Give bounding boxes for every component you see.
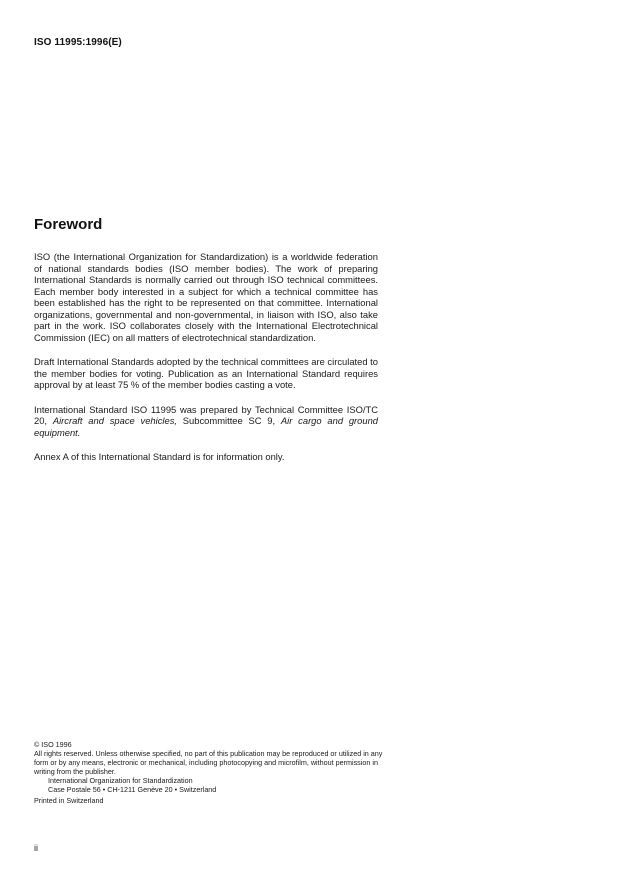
committee-title-italic: Aircraft and space vehicles, [52, 415, 178, 426]
rights-notice: All rights reserved. Unless otherwise specified, no part of this publication may be reproduced or utilized in any form or by any means, electronic or mechanical, including photocopying and microfilm, without permission in writing from the publisher. [34, 749, 383, 776]
page-number: ii [34, 843, 38, 853]
foreword-heading: Foreword [34, 216, 103, 233]
publisher-name: International Organization for Standardization [48, 776, 193, 785]
foreword-paragraph-3 [34, 404, 378, 439]
foreword-paragraph-4: Annex A of this International Standard is for information only. [34, 451, 285, 462]
subcommittee-title-italic: Air cargo and ground equipment. [34, 415, 379, 438]
copyright-block [34, 740, 384, 805]
paragraph-3-text-b: Subcommittee SC 9, [177, 415, 281, 426]
publisher-address: Case Postale 56 • CH-1211 Genève 20 • Switzerland [48, 785, 217, 794]
foreword-paragraph-2: Draft International Standards adopted by the technical committees are circulated to the member bodies for voting. Publication as an International Standard requires approval by at least 75 % of the member bodies casting a vote. [34, 356, 378, 390]
foreword-body [34, 251, 378, 476]
paragraph-3-text-a: International Standard ISO 11995 was prepared by Technical Committee ISO/TC 20, [34, 403, 378, 426]
foreword-paragraph-1: ISO (the International Organization for Standardization) is a worldwide federation of national standards bodies (ISO member bodies). The work of preparing International Standards is normally carried out through ISO technical committees. Each member body interested in a subject for which a technical committee has been established has the right to be represented on that committee. International organizations, governmental and non-governmental, in liaison with ISO, also take part in the work. ISO collaborates closely with the International Electrotechnical Commission (IEC) on all matters of electrotechnical standardization. [34, 251, 378, 343]
printed-in: Printed in Switzerland [34, 796, 104, 805]
copyright-line: © ISO 1996 [34, 740, 72, 749]
document-id: ISO 11995:1996(E) [34, 37, 122, 48]
